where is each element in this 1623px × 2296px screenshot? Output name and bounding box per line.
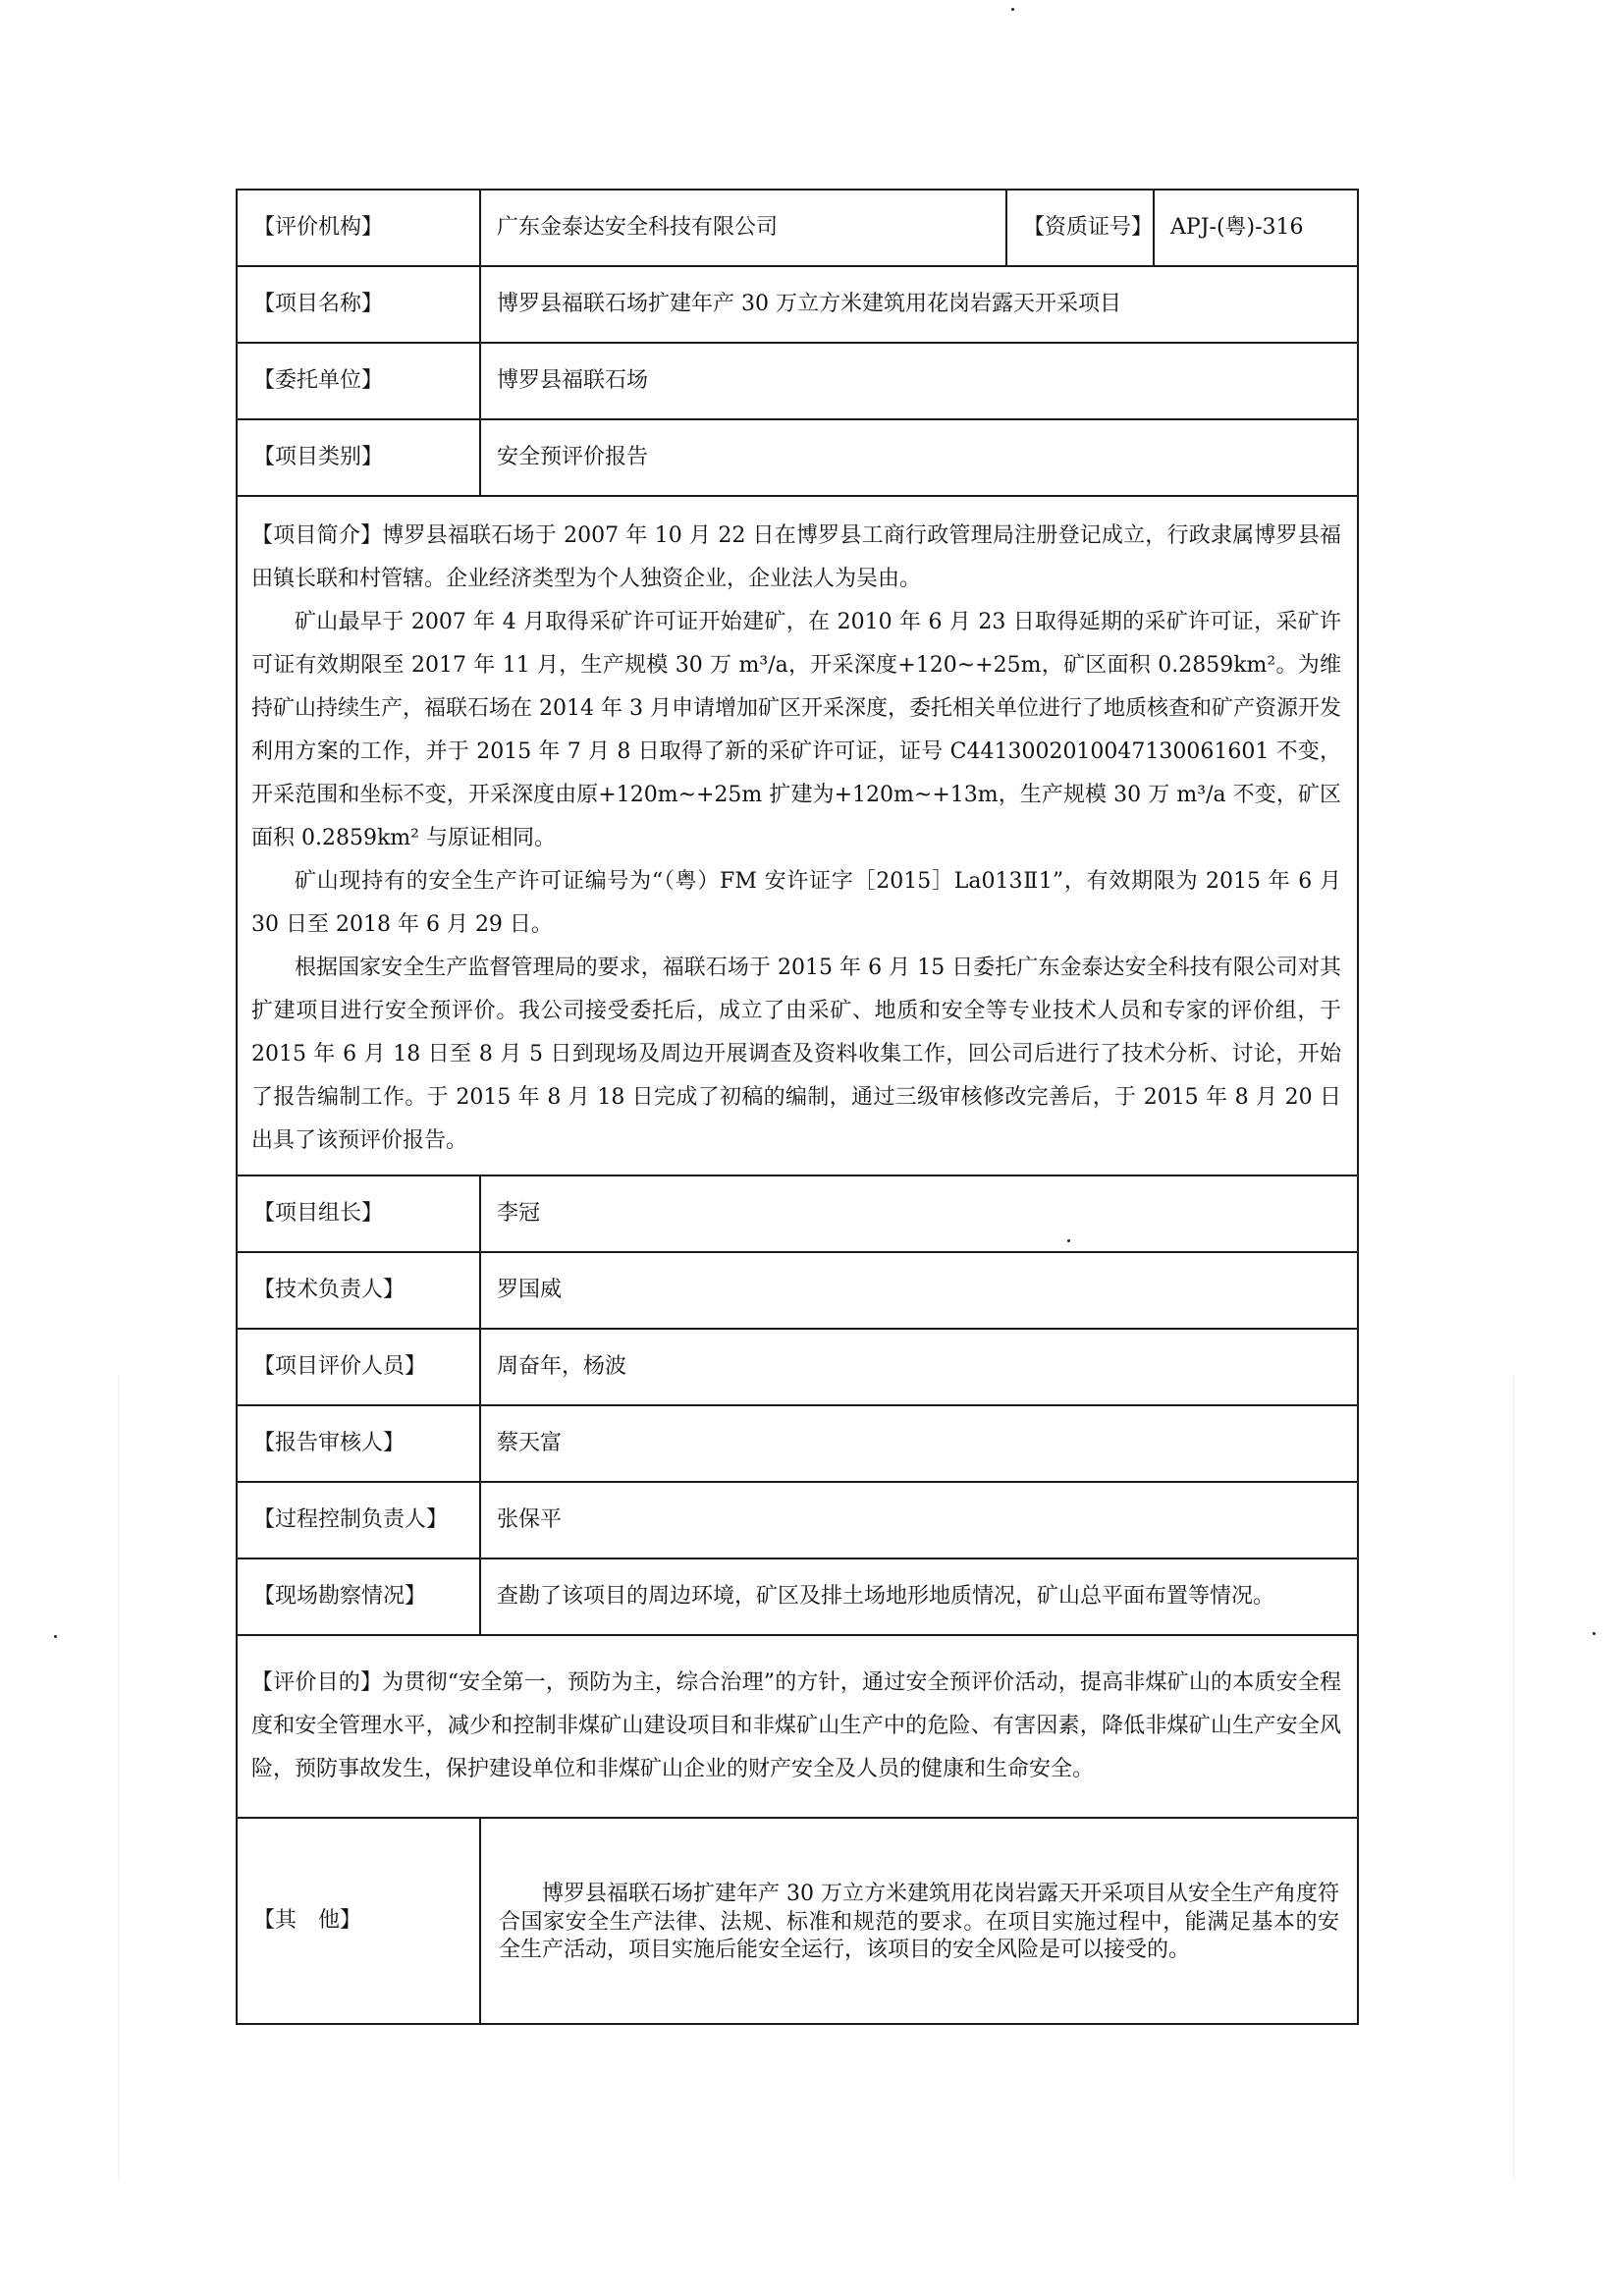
tech-lead-label: 【技术负责人】 (237, 1252, 480, 1329)
purpose-text: 为贯彻“安全第一，预防为主，综合治理”的方针，通过安全预评价活动，提高非煤矿山的本质安全程度和安全管理水平，减少和控制非煤矿山建设项目和非煤矿山生产中的危险、有害因素，降低非煤矿山生产安全风险，预防事故发生，保护建设单位和非煤矿山企业的财产安全及人员的健康和生命安全。 (251, 1670, 1341, 1781)
purpose-label: 【评价目的】 (251, 1670, 383, 1695)
row-process-control (237, 1482, 1358, 1558)
scan-speck (1593, 1632, 1596, 1635)
row-team-leader (237, 1175, 1358, 1252)
summary-p1-text: 博罗县福联石场于 2007 年 10 月 22 日在博罗县工商行政管理局注册登记成立，行政隶属博罗县福田镇长联和村管辖。企业经济类型为个人独资企业，企业法人为吴由。 (251, 523, 1341, 591)
row-summary (237, 496, 1358, 1175)
summary-paragraph-2: 矿山最早于 2007 年 4 月取得采矿许可证开始建矿，在 2010 年 6 月 23 日取得延期的采矿许可证，采矿许可证有效期限至 2017 年 11 月，生产规模 30 万 m³/a，开采深度+120~+25m，矿区面积 0.2859km²。为维持矿山持续生产，福联石场在 2014 年 3 月申请增加矿区开采深度，委托相关单位进行了地质核查和矿产资源开发利用方案的工作，并于 2015 年 7 月 8 日取得了新的采矿许可证，证号 C4413002010047130061601 不变，开采范围和坐标不变，开采深度由原+120m~+25m 扩建为+120m~+13m，生产规模 30 万 m³/a 不变，矿区面积 0.2859km² 与原证相同。 (251, 610, 1341, 850)
evaluation-info-table (236, 189, 1359, 2025)
evaluators-label: 【项目评价人员】 (237, 1329, 480, 1405)
team-leader-label: 【项目组长】 (237, 1175, 480, 1252)
project-name-label: 【项目名称】 (237, 266, 480, 343)
team-leader-value: 李冠 (480, 1175, 1358, 1252)
category-label: 【项目类别】 (237, 419, 480, 496)
category-value: 安全预评价报告 (480, 419, 1358, 496)
tech-lead-value: 罗国威 (480, 1252, 1358, 1329)
row-org (237, 190, 1358, 266)
row-client (237, 343, 1358, 419)
row-purpose (237, 1635, 1358, 1818)
project-name-value: 博罗县福联石场扩建年产 30 万立方米建筑用花岗岩露天开采项目 (480, 266, 1358, 343)
site-survey-label: 【现场勘察情况】 (237, 1558, 480, 1635)
reviewer-label: 【报告审核人】 (237, 1405, 480, 1482)
site-survey-value: 查勘了该项目的周边环境，矿区及排土场地形地质情况，矿山总平面布置等情况。 (480, 1558, 1358, 1635)
cert-label: 【资质证号】 (1006, 190, 1154, 266)
row-site-survey (237, 1558, 1358, 1635)
client-value: 博罗县福联石场 (480, 343, 1358, 419)
row-other (237, 1818, 1358, 2024)
summary-cell (237, 496, 1358, 1175)
cert-value: APJ-(粤)-316 (1154, 190, 1358, 266)
org-label: 【评价机构】 (237, 190, 480, 266)
summary-paragraph-1 (251, 515, 1341, 601)
row-reviewer (237, 1405, 1358, 1482)
reviewer-value: 蔡天富 (480, 1405, 1358, 1482)
client-label: 【委托单位】 (237, 343, 480, 419)
process-control-value: 张保平 (480, 1482, 1358, 1558)
scan-speck (1011, 8, 1014, 11)
other-text: 博罗县福联石场扩建年产 30 万立方米建筑用花岗岩露天开采项目从安全生产角度符合国家安全生产法律、法规、标准和规范的要求。在项目实施过程中，能满足基本的安全生产活动，项目实施后能安全运行，该项目的安全风险是可以接受的。 (480, 1818, 1358, 2024)
summary-label: 【项目简介】 (251, 523, 383, 548)
summary-paragraph-4: 根据国家安全生产监督管理局的要求，福联石场于 2015 年 6 月 15 日委托广东金泰达安全科技有限公司对其扩建项目进行安全预评价。我公司接受委托后，成立了由采矿、地质和安全等专业技术人员和专家的评价组，于 2015 年 6 月 18 日至 8 月 5 日到现场及周边开展调查及资料收集工作，回公司后进行了技术分析、讨论，开始了报告编制工作。于 2015 年 8 月 18 日完成了初稿的编制，通过三级审核修改完善后，于 2015 年 8 月 20 日出具了该预评价报告。 (251, 956, 1341, 1153)
row-evaluators (237, 1329, 1358, 1405)
row-project-name (237, 266, 1358, 343)
scan-speck (54, 1635, 57, 1638)
evaluators-value: 周奋年，杨波 (480, 1329, 1358, 1405)
purpose-paragraph (251, 1662, 1341, 1791)
row-category (237, 419, 1358, 496)
org-value: 广东金泰达安全科技有限公司 (480, 190, 1006, 266)
purpose-cell (237, 1635, 1358, 1818)
row-tech-lead (237, 1252, 1358, 1329)
other-label: 【其 他】 (237, 1818, 480, 2024)
summary-paragraph-3: 矿山现持有的安全生产许可证编号为“（粤）FM 安许证字［2015］La013Ⅱ1”，有效期限为 2015 年 6 月 30 日至 2018 年 6 月 29 日。 (251, 869, 1341, 937)
process-control-label: 【过程控制负责人】 (237, 1482, 480, 1558)
